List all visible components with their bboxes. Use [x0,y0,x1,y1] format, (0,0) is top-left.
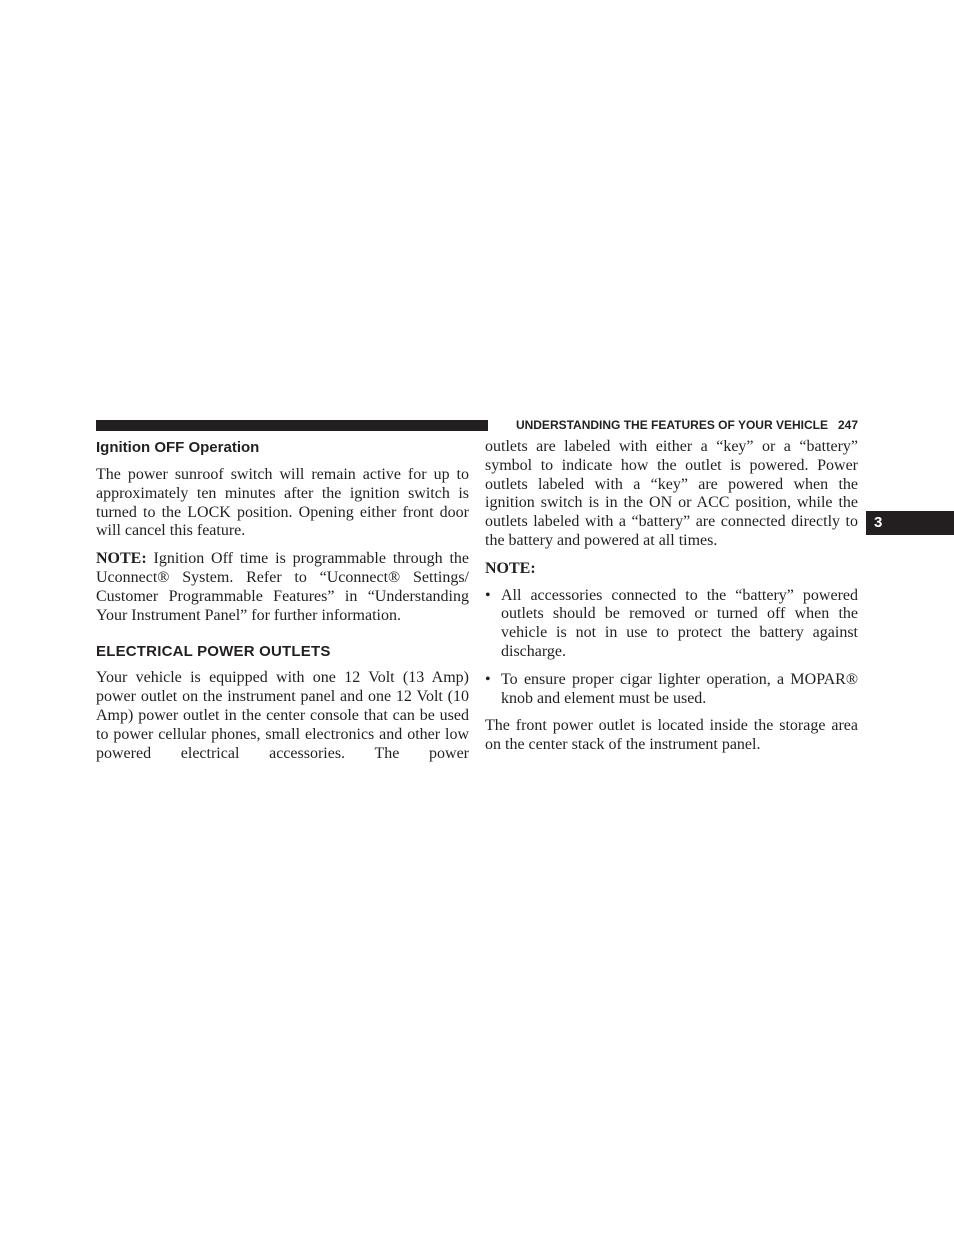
outlets-continued-paragraph: outlets are labeled with either a “key” or a “battery” symbol to indicate how the outlet is powered. Power outlets labeled with a “key” are powered when the ignition switch is in the ON or ACC position, while the outlets labeled with a “battery” are connected directly to the battery and powered at all times. [485,438,858,549]
chapter-number: 3 [874,514,883,531]
ignition-off-heading: Ignition OFF Operation [96,439,260,456]
list-item [485,587,858,662]
note-label: NOTE: [96,550,147,568]
running-header [498,418,858,432]
front-outlet-paragraph: The front power outlet is located inside the storage area on the center stack of the instrument panel. [485,717,858,754]
header-title: UNDERSTANDING THE FEATURES OF YOUR VEHICLE [515,418,828,432]
note-bullet-list [485,587,858,709]
bullet-icon: • [485,670,491,688]
left-column [96,438,469,772]
header-rule [96,420,488,431]
bullet-icon: • [485,586,491,604]
note-heading: NOTE: [485,559,536,577]
outlets-paragraph: Your vehicle is equipped with one 12 Volt (13 Amp) power outlet on the instrument panel and one 12 Volt (10 Amp) power outlet in the center console that can be used to power cellular phones, small electronics and other low powered electrical accessories. The power [96,669,469,762]
page-number: 247 [837,418,858,432]
note-text: Ignition Off time is programmable through the Uconnect® System. Refer to “Uconnect® Settings/ Customer Programmable Features” in “Understanding Your Instrument Panel” for further information. [96,550,469,624]
chapter-tab [866,511,954,535]
right-column [485,438,858,764]
list-item [485,671,858,709]
ignition-note-paragraph [96,550,469,625]
ignition-off-paragraph: The power sunroof switch will remain active for up to approximately ten minutes after the ignition switch is turned to the LOCK position. Opening either front door will cancel this feature. [96,466,469,540]
electrical-power-outlets-heading: ELECTRICAL POWER OUTLETS [96,643,331,661]
bullet-text: All accessories connected to the “battery” powered outlets should be removed or turned off when the vehicle is not in use to protect the battery against discharge. [501,586,858,660]
bullet-text: To ensure proper cigar lighter operation, a MOPAR® knob and element must be used. [501,670,858,707]
